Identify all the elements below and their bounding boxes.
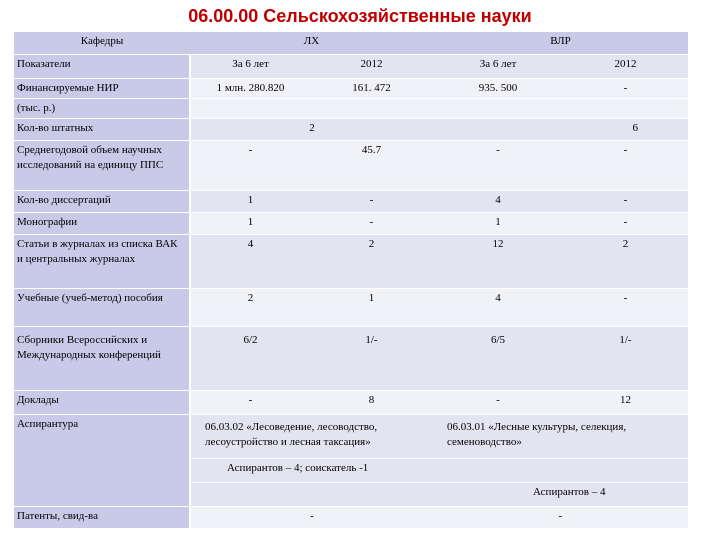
data-table [14, 32, 688, 529]
row-label: Финансируемые НИР [14, 78, 190, 98]
table-row [14, 190, 688, 212]
table-cell: - [190, 506, 433, 528]
table-cell: 6/2 [190, 326, 310, 390]
table-cell: 1 [433, 212, 563, 234]
table-cell: 1 [190, 190, 310, 212]
table-row [14, 98, 688, 118]
table-cell: 4 [433, 190, 563, 212]
table-cell: - [190, 140, 310, 190]
table-cell: 1/- [563, 326, 688, 390]
table-row [14, 212, 688, 234]
aspirantura-vlr-spec: 06.03.01 «Лесные культуры, селекция, семеноводство» [433, 414, 688, 458]
table-row [14, 234, 688, 288]
table-cell: - [433, 390, 563, 414]
table-row [14, 506, 688, 528]
header-vlr-2012: 2012 [563, 54, 688, 78]
table-cell: - [310, 190, 433, 212]
table-cell: 45.7 [310, 140, 433, 190]
table-cell: 6 [433, 118, 688, 140]
table-cell: 4 [190, 234, 310, 288]
row-label: (тыс. р.) [14, 98, 190, 118]
table-cell: 2 [190, 118, 433, 140]
table-cell: 1/- [310, 326, 433, 390]
header-pokazateli: Показатели [14, 54, 190, 78]
header-lh-6: За 6 лет [190, 54, 310, 78]
row-label: Монографии [14, 212, 190, 234]
table-cell: 1 млн. 280.820 [190, 78, 310, 98]
table-cell: 161. 472 [310, 78, 433, 98]
aspirantura-lh-count: Аспирантов – 4; соискатель -1 [190, 458, 433, 482]
table-row [14, 414, 688, 458]
header-lh: ЛХ [190, 32, 433, 54]
table-cell: - [563, 140, 688, 190]
table-row [14, 288, 688, 326]
table-row [14, 326, 688, 390]
table-cell [190, 98, 688, 118]
table-cell: - [433, 506, 688, 528]
table-cell: 6/5 [433, 326, 563, 390]
table-cell [190, 482, 433, 506]
subheader-row [14, 54, 688, 78]
header-row [14, 32, 688, 54]
table-cell: 935. 500 [433, 78, 563, 98]
table-cell: - [190, 390, 310, 414]
table-cell: 1 [190, 212, 310, 234]
table-cell: - [563, 288, 688, 326]
row-label: Кол-во штатных [14, 118, 190, 140]
table-cell: - [563, 78, 688, 98]
table-cell: 2 [310, 234, 433, 288]
table-cell: 2 [563, 234, 688, 288]
table-cell: 8 [310, 390, 433, 414]
row-label: Сборники Всероссийских и Международных конференций [14, 326, 190, 390]
header-kafedry: Кафедры [14, 32, 190, 54]
row-label: Патенты, свид-ва [14, 506, 190, 528]
row-label: Кол-во диссертаций [14, 190, 190, 212]
table-row [14, 140, 688, 190]
table-cell: 2 [190, 288, 310, 326]
row-label: Доклады [14, 390, 190, 414]
table-cell: - [563, 190, 688, 212]
table-cell: 12 [433, 234, 563, 288]
table-cell: 1 [310, 288, 433, 326]
table-row [14, 118, 688, 140]
table-row [14, 78, 688, 98]
row-label: Среднегодовой объем научных исследований на единицу ППС [14, 140, 190, 190]
row-label: Учебные (учеб-метод) пособия [14, 288, 190, 326]
header-vlr-6: За 6 лет [433, 54, 563, 78]
aspirantura-vlr-count: Аспирантов – 4 [433, 482, 688, 506]
row-label: Статьи в журналах из списка ВАК и центральных журналах [14, 234, 190, 288]
table-row [14, 390, 688, 414]
page-title: 06.00.00 Сельскохозяйственные науки [188, 6, 532, 26]
table-cell: - [563, 212, 688, 234]
table-cell: - [310, 212, 433, 234]
table-cell: 4 [433, 288, 563, 326]
row-label: Аспирантура [14, 414, 190, 506]
table-cell [433, 458, 688, 482]
aspirantura-lh-spec: 06.03.02 «Лесоведение, лесоводство, лесоустройство и лесная таксация» [190, 414, 433, 458]
table-cell: 12 [563, 390, 688, 414]
table-cell: - [433, 140, 563, 190]
header-lh-2012: 2012 [310, 54, 433, 78]
header-vlr: ВЛР [433, 32, 688, 54]
